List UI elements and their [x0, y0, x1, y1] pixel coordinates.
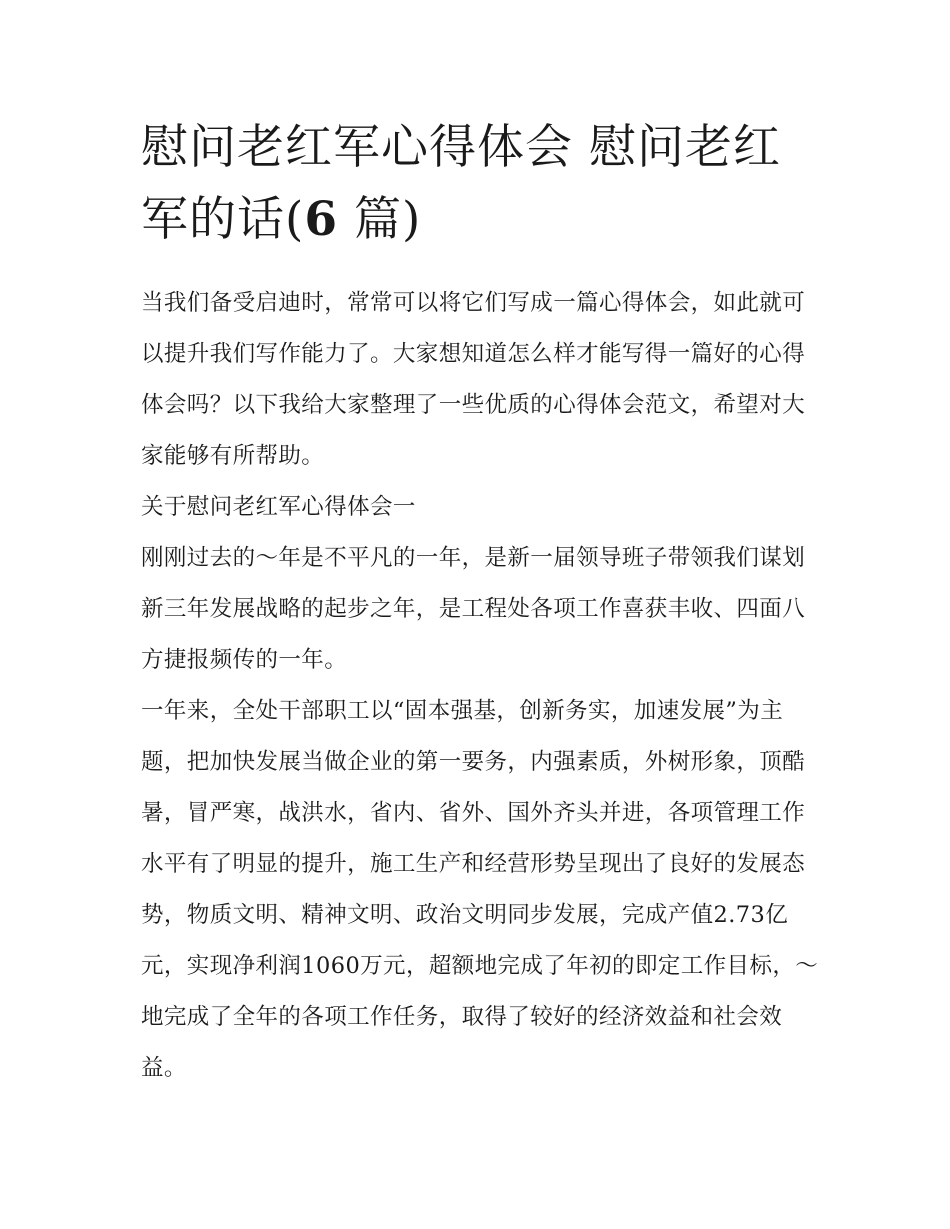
title-text-end: 篇)	[338, 192, 422, 247]
intro-paragraph: 当我们备受启迪时，常常可以将它们写成一篇心得体会，如此就可以提升我们写作能力了。大家想知道怎么样才能写得一篇好的心得体会吗？以下我给大家整理了一些优质的心得体会范文，希望对大家能够有所帮助。	[141, 290, 806, 469]
document-title	[141, 112, 821, 256]
document-body	[141, 278, 821, 1094]
section-heading: 关于慰问老红军心得体会一	[141, 494, 416, 520]
body-paragraph: 刚刚过去的～年是不平凡的一年，是新一届领导班子带领我们谋划新三年发展战略的起步之年，是工程处各项工作喜获丰收、四面八方捷报频传的一年。	[141, 545, 806, 673]
title-count: 6	[304, 192, 339, 247]
body-paragraph: 一年来，全处干部职工以“固本强基，创新务实，加速发展”为主题，把加快发展当做企业的第一要务，内强素质，外树形象，顶酷暑，冒严寒，战洪水，省内、省外、国外齐头并进，各项管理工作水平有了明显的提升，施工生产和经营形势呈现出了良好的发展态势，物质文明、精神文明、政治文明同步发展，完成产值2.73亿元，实现净利润1060万元，超额地完成了年初的即定工作目标，～地完成了全年的各项工作任务，取得了较好的经济效益和社会效益。	[141, 698, 819, 1081]
title-text-start: 慰问老红军心得体会 慰问老红军的话(	[141, 120, 781, 247]
